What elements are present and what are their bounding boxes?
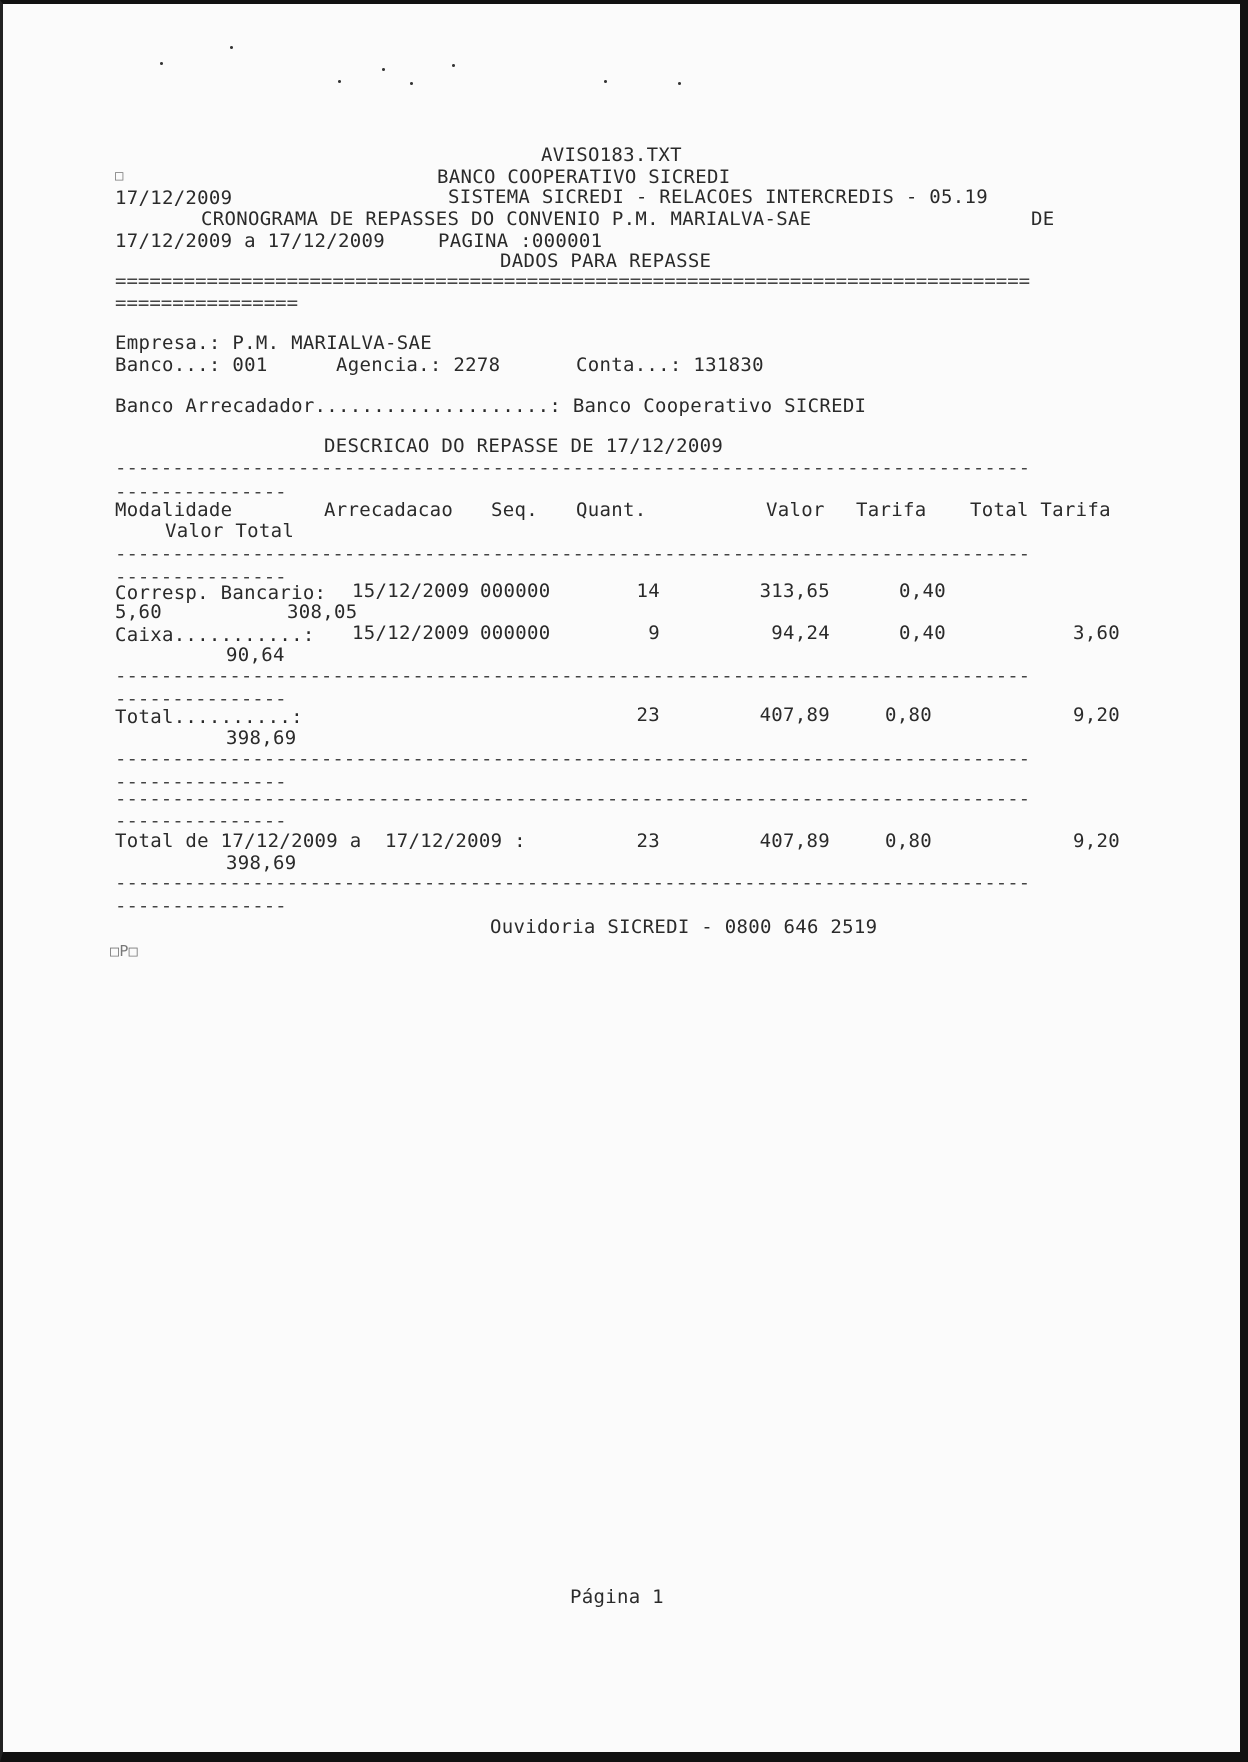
dash-rule-tail: --------------- [115,895,287,917]
ouvidoria-line: Ouvidoria SICREDI - 0800 646 2519 [490,916,878,938]
period-total-label: Total de 17/12/2009 a 17/12/2009 : [115,830,526,852]
dash-rule-tail: --------------- [115,810,287,832]
total-valor-total: 398,69 [226,727,297,749]
row-seq: 000000 [480,580,551,602]
col-seq: Seq. [491,499,538,521]
arrecadador-line: Banco Arrecadador....................: Banco Cooperativo SICREDI [115,395,867,417]
col-quant: Quant. [576,499,647,521]
scan-speck [382,68,385,71]
scan-speck [338,80,341,83]
row-quant: 14 [636,580,660,602]
total-valor: 407,89 [759,704,830,726]
period-total-total-tarifa: 9,20 [1073,830,1120,852]
total-tarifa: 0,80 [885,704,932,726]
col-total-tarifa: Total Tarifa [970,499,1111,521]
row-seq: 000000 [480,622,551,644]
scan-speck [230,46,233,49]
row-tarifa: 0,40 [899,580,946,602]
row-tarifa: 0,40 [899,622,946,644]
conta-field: Conta...: 131830 [576,354,764,376]
agencia-field: Agencia.: 2278 [336,354,501,376]
dash-rule: -------------------------------------------------------------------------------- [115,788,1031,810]
page-number: Página 1 [570,1586,664,1608]
dash-rule: -------------------------------------------------------------------------------- [115,457,1031,479]
col-valor-total: Valor Total [165,520,295,542]
row-total-tarifa: 3,60 [1073,622,1120,644]
col-arrecadacao: Arrecadacao [324,499,454,521]
total-label: Total..........: [115,706,303,728]
dash-rule: -------------------------------------------------------------------------------- [115,748,1031,770]
period-total-tarifa: 0,80 [885,830,932,852]
row-date: 15/12/2009 [352,580,470,602]
dash-rule: -------------------------------------------------------------------------------- [115,543,1031,565]
dash-rule: -------------------------------------------------------------------------------- [115,872,1031,894]
col-valor: Valor [766,499,825,521]
de-label: DE [1031,208,1055,230]
scan-speck [604,80,607,83]
scan-speck [452,64,455,67]
print-date: 17/12/2009 [115,187,233,209]
period-total-valor-total: 398,69 [226,852,297,874]
page-marker: □P□ [110,942,138,960]
period-total-valor: 407,89 [759,830,830,852]
scan-speck [160,62,163,65]
dash-rule: -------------------------------------------------------------------------------- [115,665,1031,687]
col-modalidade: Modalidade [115,499,233,521]
page-label: PAGINA :000001 [438,230,603,252]
dash-rule-tail: --------------- [115,481,287,503]
total-quant: 23 [636,704,660,726]
row-total-tarifa: 5,60 [115,601,162,623]
row-valor: 313,65 [759,580,830,602]
period: 17/12/2009 a 17/12/2009 [115,230,385,252]
row-quant: 9 [648,622,660,644]
dash-rule-tail: --------------- [115,771,287,793]
dash-rule-tail: --------------- [115,566,287,588]
period-total-quant: 23 [636,830,660,852]
scan-speck [678,82,681,85]
col-tarifa: Tarifa [856,499,927,521]
scan-speck [410,82,413,85]
row-valor-total: 308,05 [287,601,358,623]
bank-name: BANCO COOPERATIVO SICREDI [437,166,731,188]
section-title: DADOS PARA REPASSE [500,250,712,272]
banco-field: Banco...: 001 [115,354,268,376]
description-title: DESCRICAO DO REPASSE DE 17/12/2009 [324,435,724,457]
control-glyph: □ [115,168,124,184]
total-total-tarifa: 9,20 [1073,704,1120,726]
row-label: Corresp. Bancario: [115,582,327,604]
row-date: 15/12/2009 [352,622,470,644]
system-title: SISTEMA SICREDI - RELACOES INTERCREDIS - 05.19 [448,186,988,208]
row-label: Caixa...........: [115,624,315,646]
row-valor: 94,24 [771,622,830,644]
double-rule-tail: ================ [115,292,299,314]
file-name: AVISO183.TXT [541,144,682,166]
double-rule: ================================================================================ [115,270,1031,292]
empresa-line: Empresa.: P.M. MARIALVA-SAE [115,332,432,354]
row-valor-total: 90,64 [226,644,285,666]
dash-rule-tail: --------------- [115,688,287,710]
schedule-title: CRONOGRAMA DE REPASSES DO CONVENIO P.M. MARIALVA-SAE [201,208,812,230]
